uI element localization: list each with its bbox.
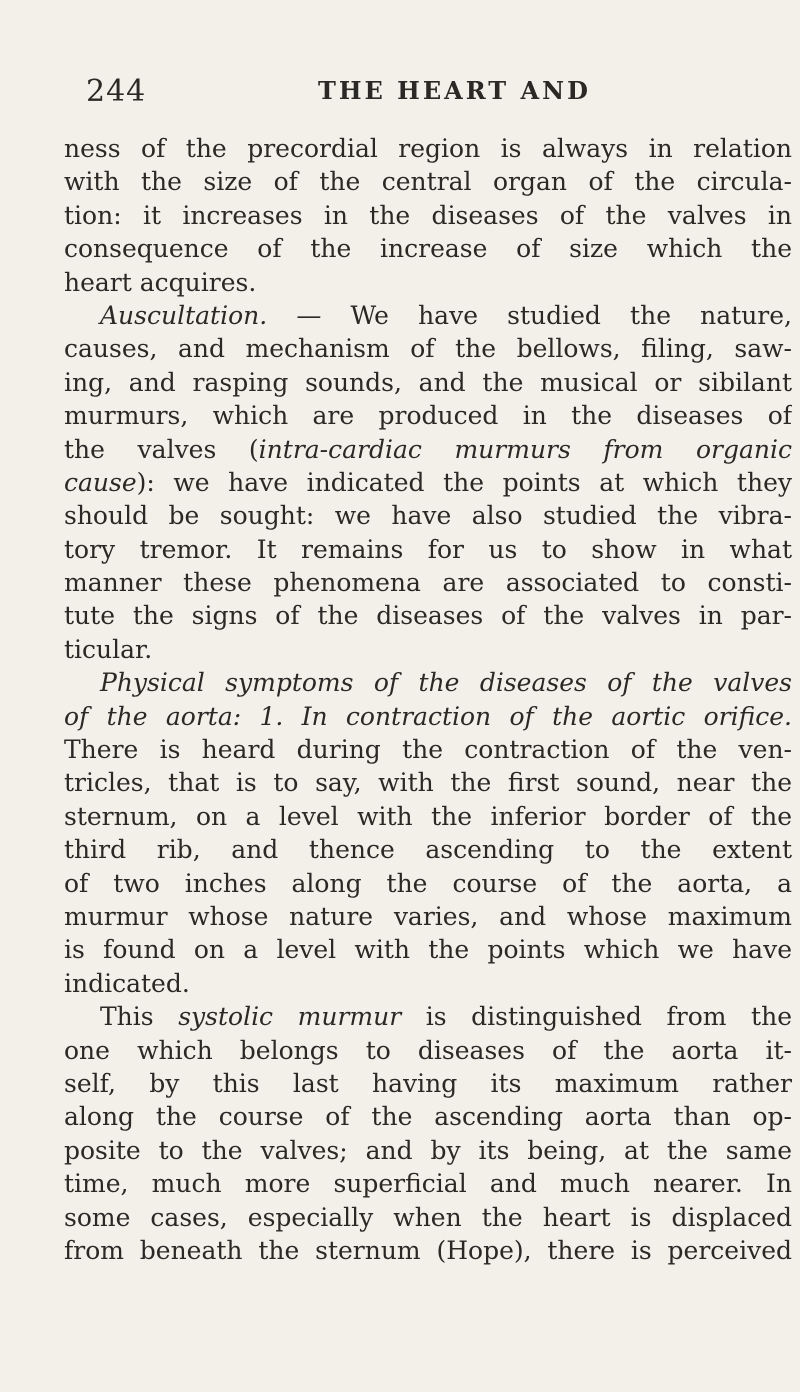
section-heading: Physical symptoms of the diseases of the valves: [100, 668, 792, 698]
text-line: [64, 299, 792, 332]
text-line: causes, and mechanism of the bellows, filing, saw-: [64, 334, 792, 364]
text-line: manner these phenomena are associated to consti-: [64, 568, 792, 598]
text-line: tricles, that is to say, with the first sound, near the: [64, 768, 792, 798]
text-line: self, by this last having its maximum rather: [64, 1068, 792, 1098]
text-span: is distinguished from the: [401, 1002, 792, 1032]
text-line: one which belongs to diseases of the aorta it-: [64, 1035, 792, 1065]
text-span: ): we have indicated the points at which they: [136, 467, 792, 497]
text-span: — We have studied the nature,: [267, 300, 792, 330]
text-line: along the course of the ascending aorta than op-: [64, 1102, 792, 1132]
text-line: with the size of the central organ of the circula-: [64, 167, 792, 197]
text-line: [64, 1000, 792, 1033]
text-line: third rib, and thence ascending to the extent: [64, 835, 792, 865]
text-line: some cases, especially when the heart is displaced: [64, 1202, 792, 1232]
text-line: time, much more superficial and much nearer. In: [64, 1169, 792, 1199]
text-line: murmur whose nature varies, and whose maximum: [64, 901, 792, 931]
section-heading: Auscultation.: [100, 300, 268, 330]
text-line: of the aorta: 1. In contraction of the aortic orifice.: [64, 701, 792, 731]
text-line: There is heard during the contraction of the ven-: [64, 735, 792, 765]
text-line: ness of the precordial region is always in relation: [64, 134, 792, 163]
page-header: [86, 74, 760, 114]
text-line: tory tremor. It remains for us to show in what: [64, 534, 792, 564]
italic-span: systolic murmur: [178, 1002, 402, 1032]
text-span: the valves (: [64, 434, 259, 464]
text-line: sternum, on a level with the inferior border of the: [64, 801, 792, 831]
text-line: [64, 466, 792, 499]
text-line: tion: it increases in the diseases of the valves in: [64, 200, 792, 230]
text-line: [64, 433, 792, 466]
page-number: 244: [86, 74, 147, 109]
text-line: from beneath the sternum (Hope), there is perceived: [64, 1235, 792, 1265]
text-line: ticular.: [64, 634, 153, 664]
text-line: tute the signs of the diseases of the valves in par-: [64, 601, 792, 631]
italic-span: intra-cardiac murmurs from organic: [258, 434, 792, 464]
text-line: posite to the valves; and by its being, at the same: [64, 1135, 792, 1165]
text-line: of two inches along the course of the aorta, a: [64, 868, 792, 898]
text-line: heart acquires.: [64, 267, 257, 297]
text-line: indicated.: [64, 968, 190, 998]
text-span: This: [100, 1002, 179, 1032]
text-line: murmurs, which are produced in the diseases of: [64, 401, 792, 431]
text-line: consequence of the increase of size which the: [64, 234, 792, 264]
running-head: THE HEART AND: [318, 76, 591, 105]
body-text: [64, 132, 792, 1267]
text-line: is found on a level with the points which we have: [64, 935, 792, 965]
italic-span: cause: [64, 467, 137, 497]
text-line: ing, and rasping sounds, and the musical or sibilant: [64, 367, 792, 397]
text-line: should be sought: we have also studied the vibra-: [64, 501, 792, 531]
